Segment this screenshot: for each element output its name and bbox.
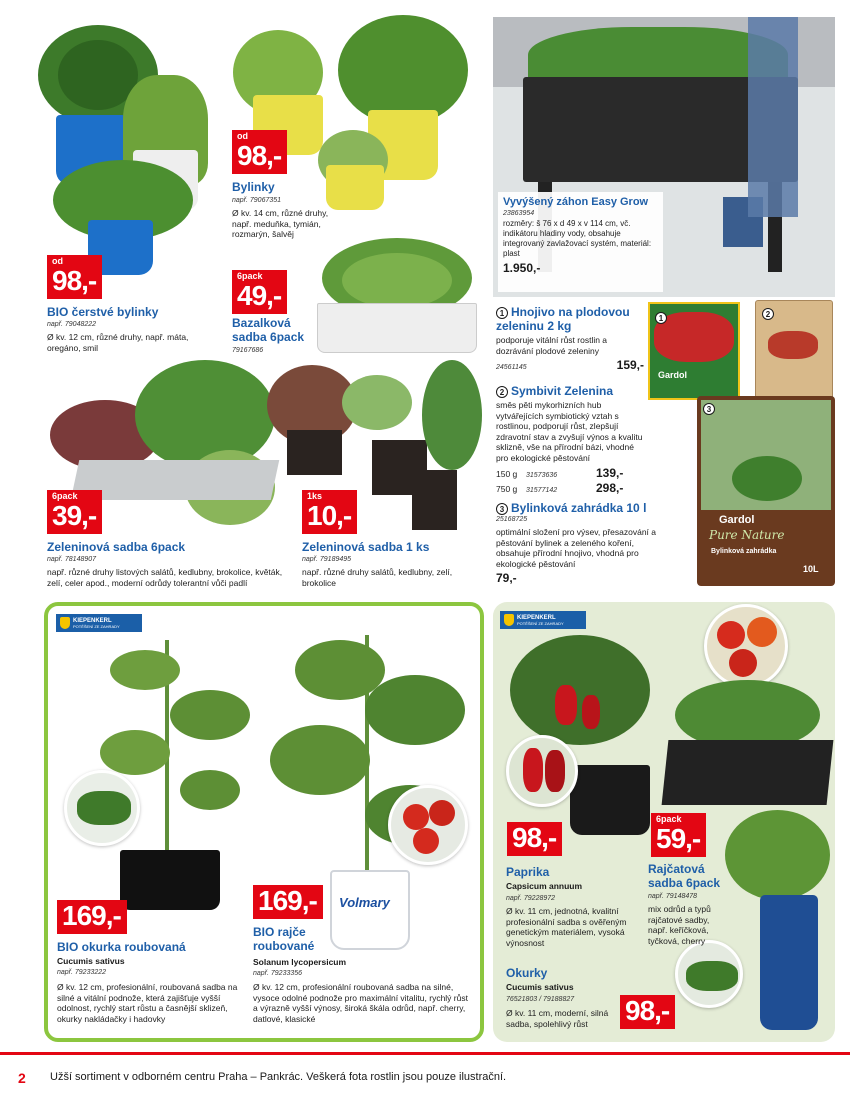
variant-size: 750 g: [496, 484, 518, 494]
price-prefix: 6pack: [656, 814, 682, 824]
price-value: 169,-: [62, 900, 121, 931]
herbs-desc: Ø kv. 14 cm, různé druhy, např. meduňka, tymián, rozmarýn, šalvěj: [232, 208, 329, 239]
veg-1ks-desc: např. různé druhy salátů, kedlubny, zelí, brokolice: [302, 567, 453, 588]
cucumber-pot-image: [720, 810, 835, 1035]
herb-garden-code: 25168725: [496, 516, 528, 523]
veg-1ks-price-tag: [302, 490, 357, 534]
price-value: 49,-: [237, 280, 282, 311]
footer-note: Užší sortiment v odborném centru Praha – Pankrác. Veškerá fota rostlin jsou pouze ilustrační.: [50, 1071, 507, 1083]
herbs-price-tag: [232, 130, 287, 174]
tomato-6pack-code: např. 79148478: [648, 893, 698, 900]
price-value: 59,-: [656, 823, 701, 854]
raised-bed-desc: rozměry: š 76 x d 49 x v 114 cm, vč. indikátoru hladiny vody, obsahuje integrovaný zavlažovací systém, materiál: plast: [503, 219, 652, 258]
fertilizer-desc: podporuje vitální růst rostlin a dozrávání plodové zeleniny: [496, 335, 608, 356]
fertilizer-code: 24561145: [496, 364, 527, 371]
cucumber-plant-image: [80, 620, 260, 910]
raised-bed-text-box: [498, 192, 663, 292]
bio-herbs-price-tag: [47, 255, 102, 299]
herb-garden-title: Bylinková zahrádka 10 l: [511, 501, 647, 515]
pepper-plant-image: [500, 615, 665, 840]
variant-price: 298,-: [596, 481, 624, 495]
cucumber-grafted-desc: Ø kv. 12 cm, profesionální, roubovaná sadba na silné a vitální podnože, která zajišťuje vyšší odolnost, rychlý start růstu a časnější sklizeň, okurky nakládačky i hadovky: [57, 982, 238, 1024]
cucumbers-fruit-bubble: [675, 940, 743, 1008]
bio-herbs-desc: Ø kv. 12 cm, různé druhy, např. máta, oregáno, smil: [47, 332, 189, 353]
price-prefix: 6pack: [237, 271, 263, 281]
fertilizer-block: [496, 305, 644, 373]
footer-divider: [0, 1052, 850, 1055]
herb-garden-block: [496, 501, 656, 585]
gardol-logo: Gardol: [719, 514, 755, 526]
tomato-grafted-price-tag: [253, 885, 323, 919]
tomato-6pack-desc: mix odrůd a typů rajčatové sadby, např. keříčková, tyčková, cherry: [648, 904, 711, 946]
symbivit-number: 2: [496, 386, 508, 398]
pepper-fruit-bubble: [506, 735, 578, 807]
symbivit-image-number: 2: [762, 308, 774, 320]
tomato-grafted-code: např. 79233356: [253, 970, 303, 977]
herb-garden-number: 3: [496, 503, 508, 515]
veg-1ks-image: [262, 360, 487, 540]
page-number: 2: [18, 1070, 26, 1086]
pepper-latin: Capsicum annuum: [506, 881, 583, 891]
cucumber-grafted-latin: Cucumis sativus: [57, 956, 125, 966]
basil-code: 79167686: [232, 347, 264, 354]
veg-1ks-code: např. 79189495: [302, 556, 352, 563]
tomato-grafted-desc: Ø kv. 12 cm, profesionální roubovaná sadba na silné, vysoce odolné podnože pro maximální vitalitu, rychlý růst a výrazně vyšší výnosy, široká škála odrůd, např. cherry, datlové, klasické: [253, 982, 468, 1024]
gardol-logo: Gardol: [658, 370, 688, 380]
bio-herbs-image: [28, 20, 213, 280]
tomato-grafted-latin: Solanum lycopersicum: [253, 957, 347, 967]
veg-1ks-title: Zeleninová sadba 1 ks: [302, 540, 430, 554]
symbivit-desc: směs pěti mykorhizních hub vytvářejících symbiotický vztah s rostlinou, podporují růst, zlepšují zdravotní stav a zvyšují výnos a kvalitu sklizně, vše na přírodní bázi, vhodné pro ekologické pěstování: [496, 400, 643, 463]
variant-size: 150 g: [496, 469, 518, 479]
cucumbers-latin: Cucumis sativus: [506, 982, 574, 992]
cucumber-grafted-title: BIO okurka roubovaná: [57, 940, 186, 954]
bio-herbs-title: BIO čerstvé bylinky: [47, 305, 159, 319]
variant-price: 139,-: [596, 466, 624, 480]
raised-bed-title: Vyvýšený záhon Easy Grow: [503, 196, 649, 208]
cucumber-grafted-code: např. 79233222: [57, 969, 107, 976]
pure-nature-label: Pure Nature: [709, 528, 785, 542]
veg-6pack-code: např. 78148907: [47, 556, 97, 563]
variant-code: 31577142: [526, 487, 558, 494]
bag-volume-label: 10L: [803, 564, 819, 574]
herbs-title: Bylinky: [232, 180, 275, 194]
cucumbers-title: Okurky: [506, 966, 548, 980]
bio-herbs-code: např. 79048222: [47, 321, 97, 328]
tomato-grafted-title: BIO rajče roubované: [253, 925, 315, 953]
pepper-title: Paprika: [506, 865, 550, 879]
herbs-code: např. 79067351: [232, 197, 282, 204]
basil-title: Bazalková sadba 6pack: [232, 316, 305, 344]
tomato-6pack-image: [660, 680, 835, 830]
tomato-6pack-price-tag: [651, 813, 706, 857]
tomato-6pack-title: Rajčatová sadba 6pack: [648, 862, 721, 890]
price-value: 98,-: [625, 995, 670, 1026]
veg-6pack-desc: např. různé druhy listových salátů, kedlubny, brokolice, květák, zelí, celer apod., moderní odrůdy tolerantní vůči padlí: [47, 567, 283, 588]
symbivit-variant-row: [496, 466, 648, 481]
price-prefix: od: [52, 256, 63, 266]
pepper-code: např. 79228972: [506, 895, 556, 902]
price-value: 10,-: [307, 500, 352, 531]
symbivit-block: [496, 384, 648, 496]
herb-garden-bag-image: [697, 396, 835, 586]
pepper-desc: Ø kv. 11 cm, jednotná, kvalitní profesionální sadba s ověřeným genetickým materiálem, vysoká výnosnost: [506, 906, 627, 948]
price-value: 169,-: [258, 885, 317, 916]
kiepenkerl-crest-icon: [60, 617, 70, 629]
variant-code: 31573636: [526, 472, 558, 479]
price-value: 98,-: [512, 822, 557, 853]
fertilizer-number: 1: [496, 307, 508, 319]
cucumbers-desc: Ø kv. 11 cm, moderní, silná sadba, spolehlivý růst: [506, 1008, 609, 1029]
raised-bed-price: 1.950,-: [503, 261, 541, 275]
cucumbers-code: 76521803 / 79188827: [506, 996, 575, 1003]
bag-title-label: Bylinková zahrádka: [711, 548, 777, 555]
volmary-label: Volmary: [339, 895, 390, 910]
herb-garden-price: 79,-: [496, 571, 517, 585]
pepper-price-tag: [507, 822, 562, 856]
fertilizer-price: 159,-: [616, 358, 644, 372]
price-value: 98,-: [237, 140, 282, 171]
price-prefix: 1ks: [307, 491, 323, 501]
herb-garden-image-number: 3: [703, 403, 715, 415]
veg-6pack-title: Zeleninová sadba 6pack: [47, 540, 186, 554]
price-value: 39,-: [52, 500, 97, 531]
symbivit-title: Symbivit Zelenina: [511, 384, 614, 398]
raised-bed-code: 23863954: [503, 210, 535, 217]
price-prefix: 6pack: [52, 491, 78, 501]
tomato-fruit-bubble: [388, 785, 468, 865]
basil-price-tag: [232, 270, 287, 314]
veg-6pack-price-tag: [47, 490, 102, 534]
tomato-6pack-fruit-bubble: [704, 604, 788, 688]
fertilizer-image-number: 1: [655, 312, 667, 324]
cucumber-grafted-price-tag: [57, 900, 127, 934]
symbivit-variant-row: [496, 481, 648, 496]
cucumbers-price-tag: [620, 995, 675, 1029]
price-value: 98,-: [52, 265, 97, 296]
kiepenkerl-subtitle: POTĚŠENÍ ZE ZAHRADY: [517, 620, 564, 626]
herb-garden-desc: optimální složení pro výsev, přesazování a pěstování bylinek a zeleného koření, obsahuje přírodní hnojivo, vhodná pro ekologické pěstování: [496, 527, 657, 569]
basil-image: [312, 238, 482, 356]
price-prefix: od: [237, 131, 248, 141]
kiepenkerl-brand: KIEPENKERL: [517, 614, 556, 621]
fertilizer-title: Hnojivo na plodovou zeleninu 2 kg: [496, 305, 630, 333]
cucumber-fruit-bubble: [64, 770, 140, 846]
kiepenkerl-brand: KIEPENKERL: [73, 617, 112, 624]
kiepenkerl-subtitle: POTĚŠENÍ ZE ZAHRADY: [73, 623, 120, 629]
